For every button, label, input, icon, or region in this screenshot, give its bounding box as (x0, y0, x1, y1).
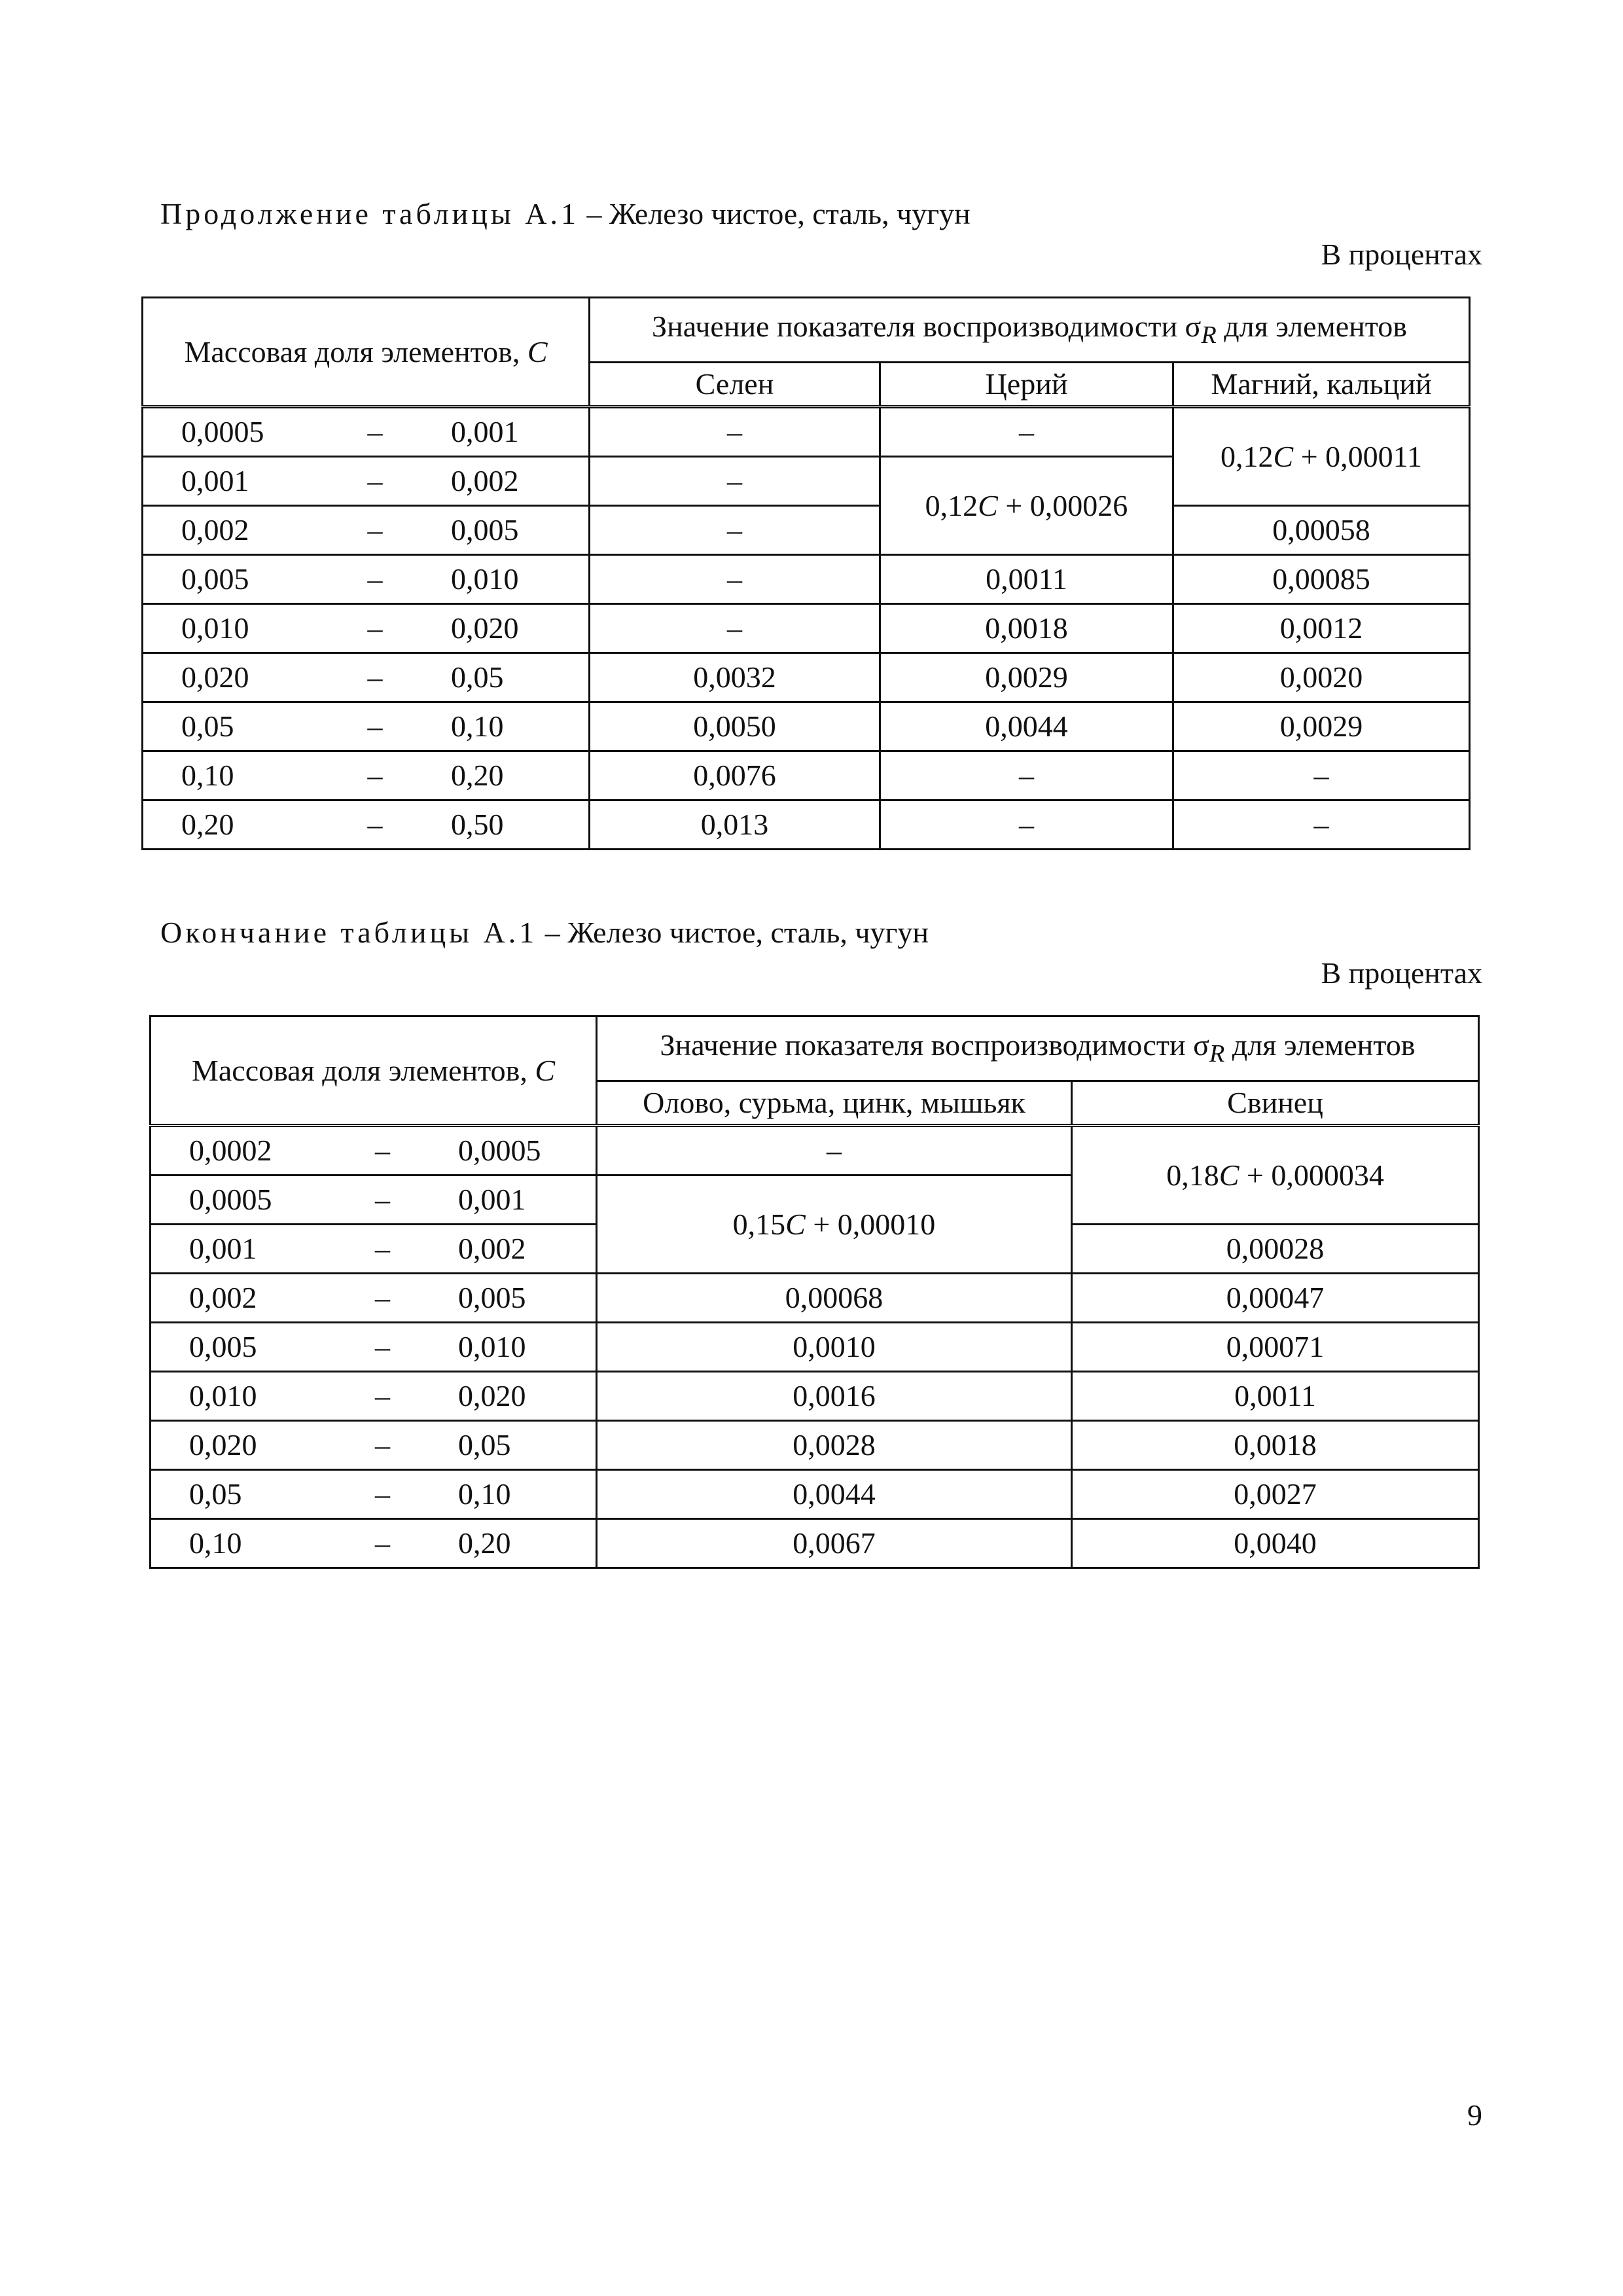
table-cell: 0,00071 (1072, 1323, 1479, 1372)
table-cell: 0,00058 (1173, 506, 1470, 555)
table-cell: 0,013 (590, 800, 880, 850)
table-row: 0,0005 – 0,001 – – 0,12C + 0,00011 (143, 407, 1470, 457)
table1-col-selen: Селен (590, 363, 880, 407)
table-row: 0,20 – 0,50 0,013 – – (143, 800, 1470, 850)
table-cell: – (1173, 800, 1470, 850)
table-row: 0,0005 – 0,001 0,15C + 0,00010 (151, 1175, 1479, 1225)
table-cell: 0,0050 (590, 702, 880, 751)
table-row: 0,10 – 0,20 0,0067 0,0040 (151, 1519, 1479, 1568)
table-cell: – (590, 555, 880, 604)
table-cell: 0,0011 (1072, 1372, 1479, 1421)
table-cell: – (590, 457, 880, 506)
table-cell: – (597, 1126, 1072, 1175)
table-row: 0,005 – 0,010 0,0010 0,00071 (151, 1323, 1479, 1372)
table-cell: 0,0044 (597, 1470, 1072, 1519)
table-row: 0,010 – 0,020 – 0,0018 0,0012 (143, 604, 1470, 653)
table2-col-svinec: Свинец (1072, 1081, 1479, 1126)
table2 (149, 1015, 1480, 1569)
table-cell: 0,0010 (597, 1323, 1072, 1372)
table-cell: 0,0016 (597, 1372, 1072, 1421)
table-cell: 0,00068 (597, 1274, 1072, 1323)
table2-caption-rest: – Железо чистое, сталь, чугун (537, 916, 929, 949)
table2-caption (160, 915, 929, 950)
table-cell: 0,00028 (1072, 1225, 1479, 1274)
table-cell: 0,0011 (880, 555, 1173, 604)
table1-caption-prefix: Продолжение таблицы А.1 (160, 197, 580, 230)
table-cell: 0,0012 (1173, 604, 1470, 653)
table-row: 0,005 – 0,010 – 0,0011 0,00085 (143, 555, 1470, 604)
table1-caption (160, 196, 971, 231)
table1-header-mass: Массовая доля элементов, C (143, 298, 590, 407)
table-row: 0,020 – 0,05 0,0032 0,0029 0,0020 (143, 653, 1470, 702)
table-cell: – (880, 800, 1173, 850)
table-row: 0,002 – 0,005 – 0,00058 (143, 506, 1470, 555)
table-cell: – (1173, 751, 1470, 800)
table-row: 0,001 – 0,002 0,00028 (151, 1225, 1479, 1274)
table-cell: 0,0029 (1173, 702, 1470, 751)
table-cell: – (880, 751, 1173, 800)
table1-header-value: Значение показателя воспроизводимости $\sigma_R$ для элементов (590, 298, 1470, 363)
table2-header-value: Значение показателя воспроизводимости $\sigma_R$ для элементов (597, 1016, 1479, 1081)
table-cell: 0,0040 (1072, 1519, 1479, 1568)
table1-merged-magniy: 0,12C + 0,00011 (1173, 407, 1470, 506)
table-cell: 0,00085 (1173, 555, 1470, 604)
table1-caption-rest: – Железо чистое, сталь, чугун (579, 197, 971, 230)
table2-merged-svinec: 0,18C + 0,000034 (1072, 1126, 1479, 1225)
table2-header-mass: Массовая доля элементов, C (151, 1016, 597, 1126)
table-cell: 0,0027 (1072, 1470, 1479, 1519)
table2-merged-olovo: 0,15C + 0,00010 (597, 1175, 1072, 1274)
page-number: 9 (1467, 2098, 1482, 2132)
table1-unit: В процентах (1321, 238, 1482, 271)
table-cell: 0,0029 (880, 653, 1173, 702)
table-cell: – (590, 604, 880, 653)
table-cell: 0,0028 (597, 1421, 1072, 1470)
table-row: 0,010 – 0,020 0,0016 0,0011 (151, 1372, 1479, 1421)
table-row: 0,0002 – 0,0005 – 0,18C + 0,000034 (151, 1126, 1479, 1175)
table-row: 0,05 – 0,10 0,0044 0,0027 (151, 1470, 1479, 1519)
table-cell: 0,0032 (590, 653, 880, 702)
table1-merged-ceriy: 0,12C + 0,00026 (880, 457, 1173, 555)
table-row: 0,002 – 0,005 0,00068 0,00047 (151, 1274, 1479, 1323)
table-cell: 0,0044 (880, 702, 1173, 751)
table-cell: 0,00047 (1072, 1274, 1479, 1323)
table-row: 0,05 – 0,10 0,0050 0,0044 0,0029 (143, 702, 1470, 751)
table-cell: 0,0018 (1072, 1421, 1479, 1470)
table-cell: – (590, 407, 880, 457)
table-cell: 0,0018 (880, 604, 1173, 653)
table-row: 0,001 – 0,002 – 0,12C + 0,00026 (143, 457, 1470, 506)
table2-col-olovo: Олово, сурьма, цинк, мышьяк (597, 1081, 1072, 1126)
table2-unit: В процентах (1321, 956, 1482, 990)
table-row: 0,020 – 0,05 0,0028 0,0018 (151, 1421, 1479, 1470)
table1-col-magniy: Магний, кальций (1173, 363, 1470, 407)
table-cell: 0,0076 (590, 751, 880, 800)
table-row: 0,10 – 0,20 0,0076 – – (143, 751, 1470, 800)
table-cell: 0,0020 (1173, 653, 1470, 702)
table1-col-ceriy: Церий (880, 363, 1173, 407)
table2-caption-prefix: Окончание таблицы А.1 (160, 916, 538, 949)
table-cell: – (880, 407, 1173, 457)
table1 (141, 296, 1471, 850)
table-cell: – (590, 506, 880, 555)
table-cell: 0,0067 (597, 1519, 1072, 1568)
